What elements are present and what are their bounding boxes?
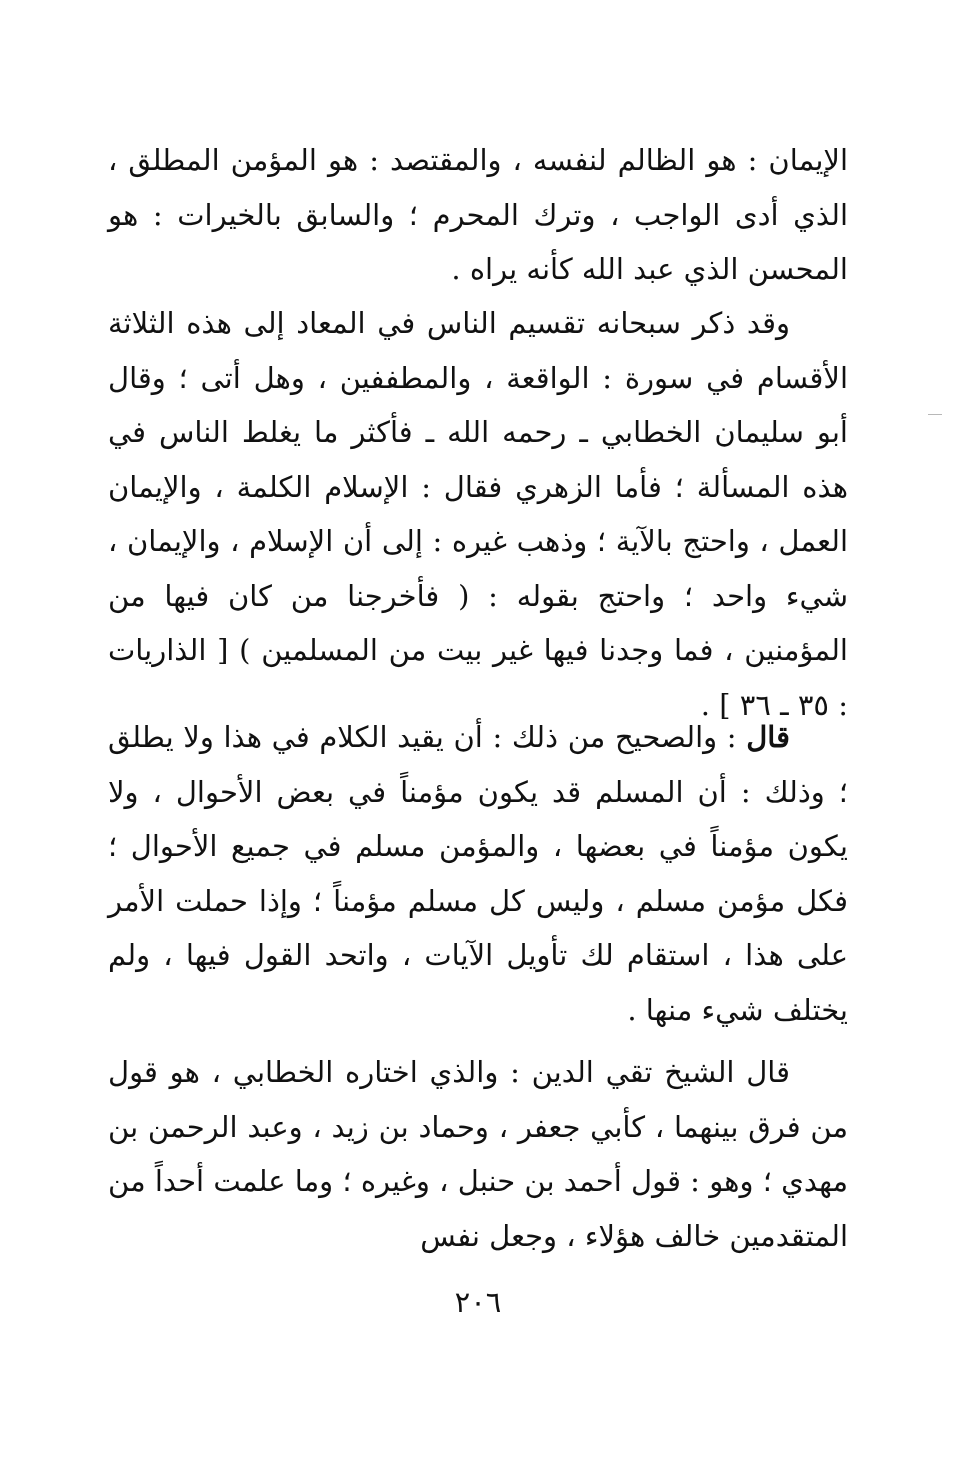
paragraph-3-body: : والصحيح من ذلك : أن يقيد الكلام في هذا ولا يطلق ؛ وذلك : أن المسلم قد يكون مؤمناً في بعض الأحوال ، ولا يكون مؤمناً في بعضها ، والمؤمن مسلم في جميع الأحوال ؛ فكل مؤمن مسلم ، وليس كل مسلم مؤمناً ؛ وإذا حملت الأمر على هذا ، استقام لك تأويل الآيات ، واتحد القول فيها ، ولم يختلف شيء منها . <box>108 720 848 1027</box>
paragraph-1 <box>108 133 848 297</box>
margin-mark <box>928 414 942 415</box>
paragraph-3 <box>108 710 848 1037</box>
paragraph-4 <box>108 1045 848 1263</box>
page-number: ٢٠٦ <box>454 1285 502 1319</box>
paragraph-1-text: الإيمان : هو الظالم لنفسه ، والمقتصد : هو المؤمن المطلق ، الذي أدى الواجب ، وترك المحرم ؛ والسابق بالخيرات : هو المحسن الذي عبد الله كأنه يراه . <box>108 143 848 286</box>
paragraph-2-text: وقد ذكر سبحانه تقسيم الناس في المعاد إلى هذه الثلاثة الأقسام في سورة : الواقعة ، والمطففين ، وهل أتى ؛ وقال أبو سليمان الخطابي ـ رحمه الله ـ فأكثر ما يغلط الناس في هذه المسألة ؛ فأما الزهري فقال : الإسلام الكلمة ، والإيمان العمل ، واحتج بالآية ؛ وذهب غيره : إلى أن الإسلام ، والإيمان ، شيء واحد ؛ واحتج بقوله : ( فأخرجنا من كان فيها من المؤمنين ، فما وجدنا فيها غير بيت من المسلمين ) [ الذاريات : ٣٥ ـ ٣٦ ] . <box>108 306 848 722</box>
paragraph-3-lead-word: قال <box>746 720 791 754</box>
paragraph-3-text <box>108 710 848 1037</box>
paragraph-4-text: قال الشيخ تقي الدين : والذي اختاره الخطابي ، هو قول من فرق بينهما ، كأبي جعفر ، وحماد بن زيد ، وعبد الرحمن بن مهدي ؛ وهو : قول أحمد بن حنبل ، وغيره ؛ وما علمت أحداً من المتقدمين خالف هؤلاء ، وجعل نفس <box>108 1055 848 1253</box>
paragraph-2 <box>108 296 848 732</box>
